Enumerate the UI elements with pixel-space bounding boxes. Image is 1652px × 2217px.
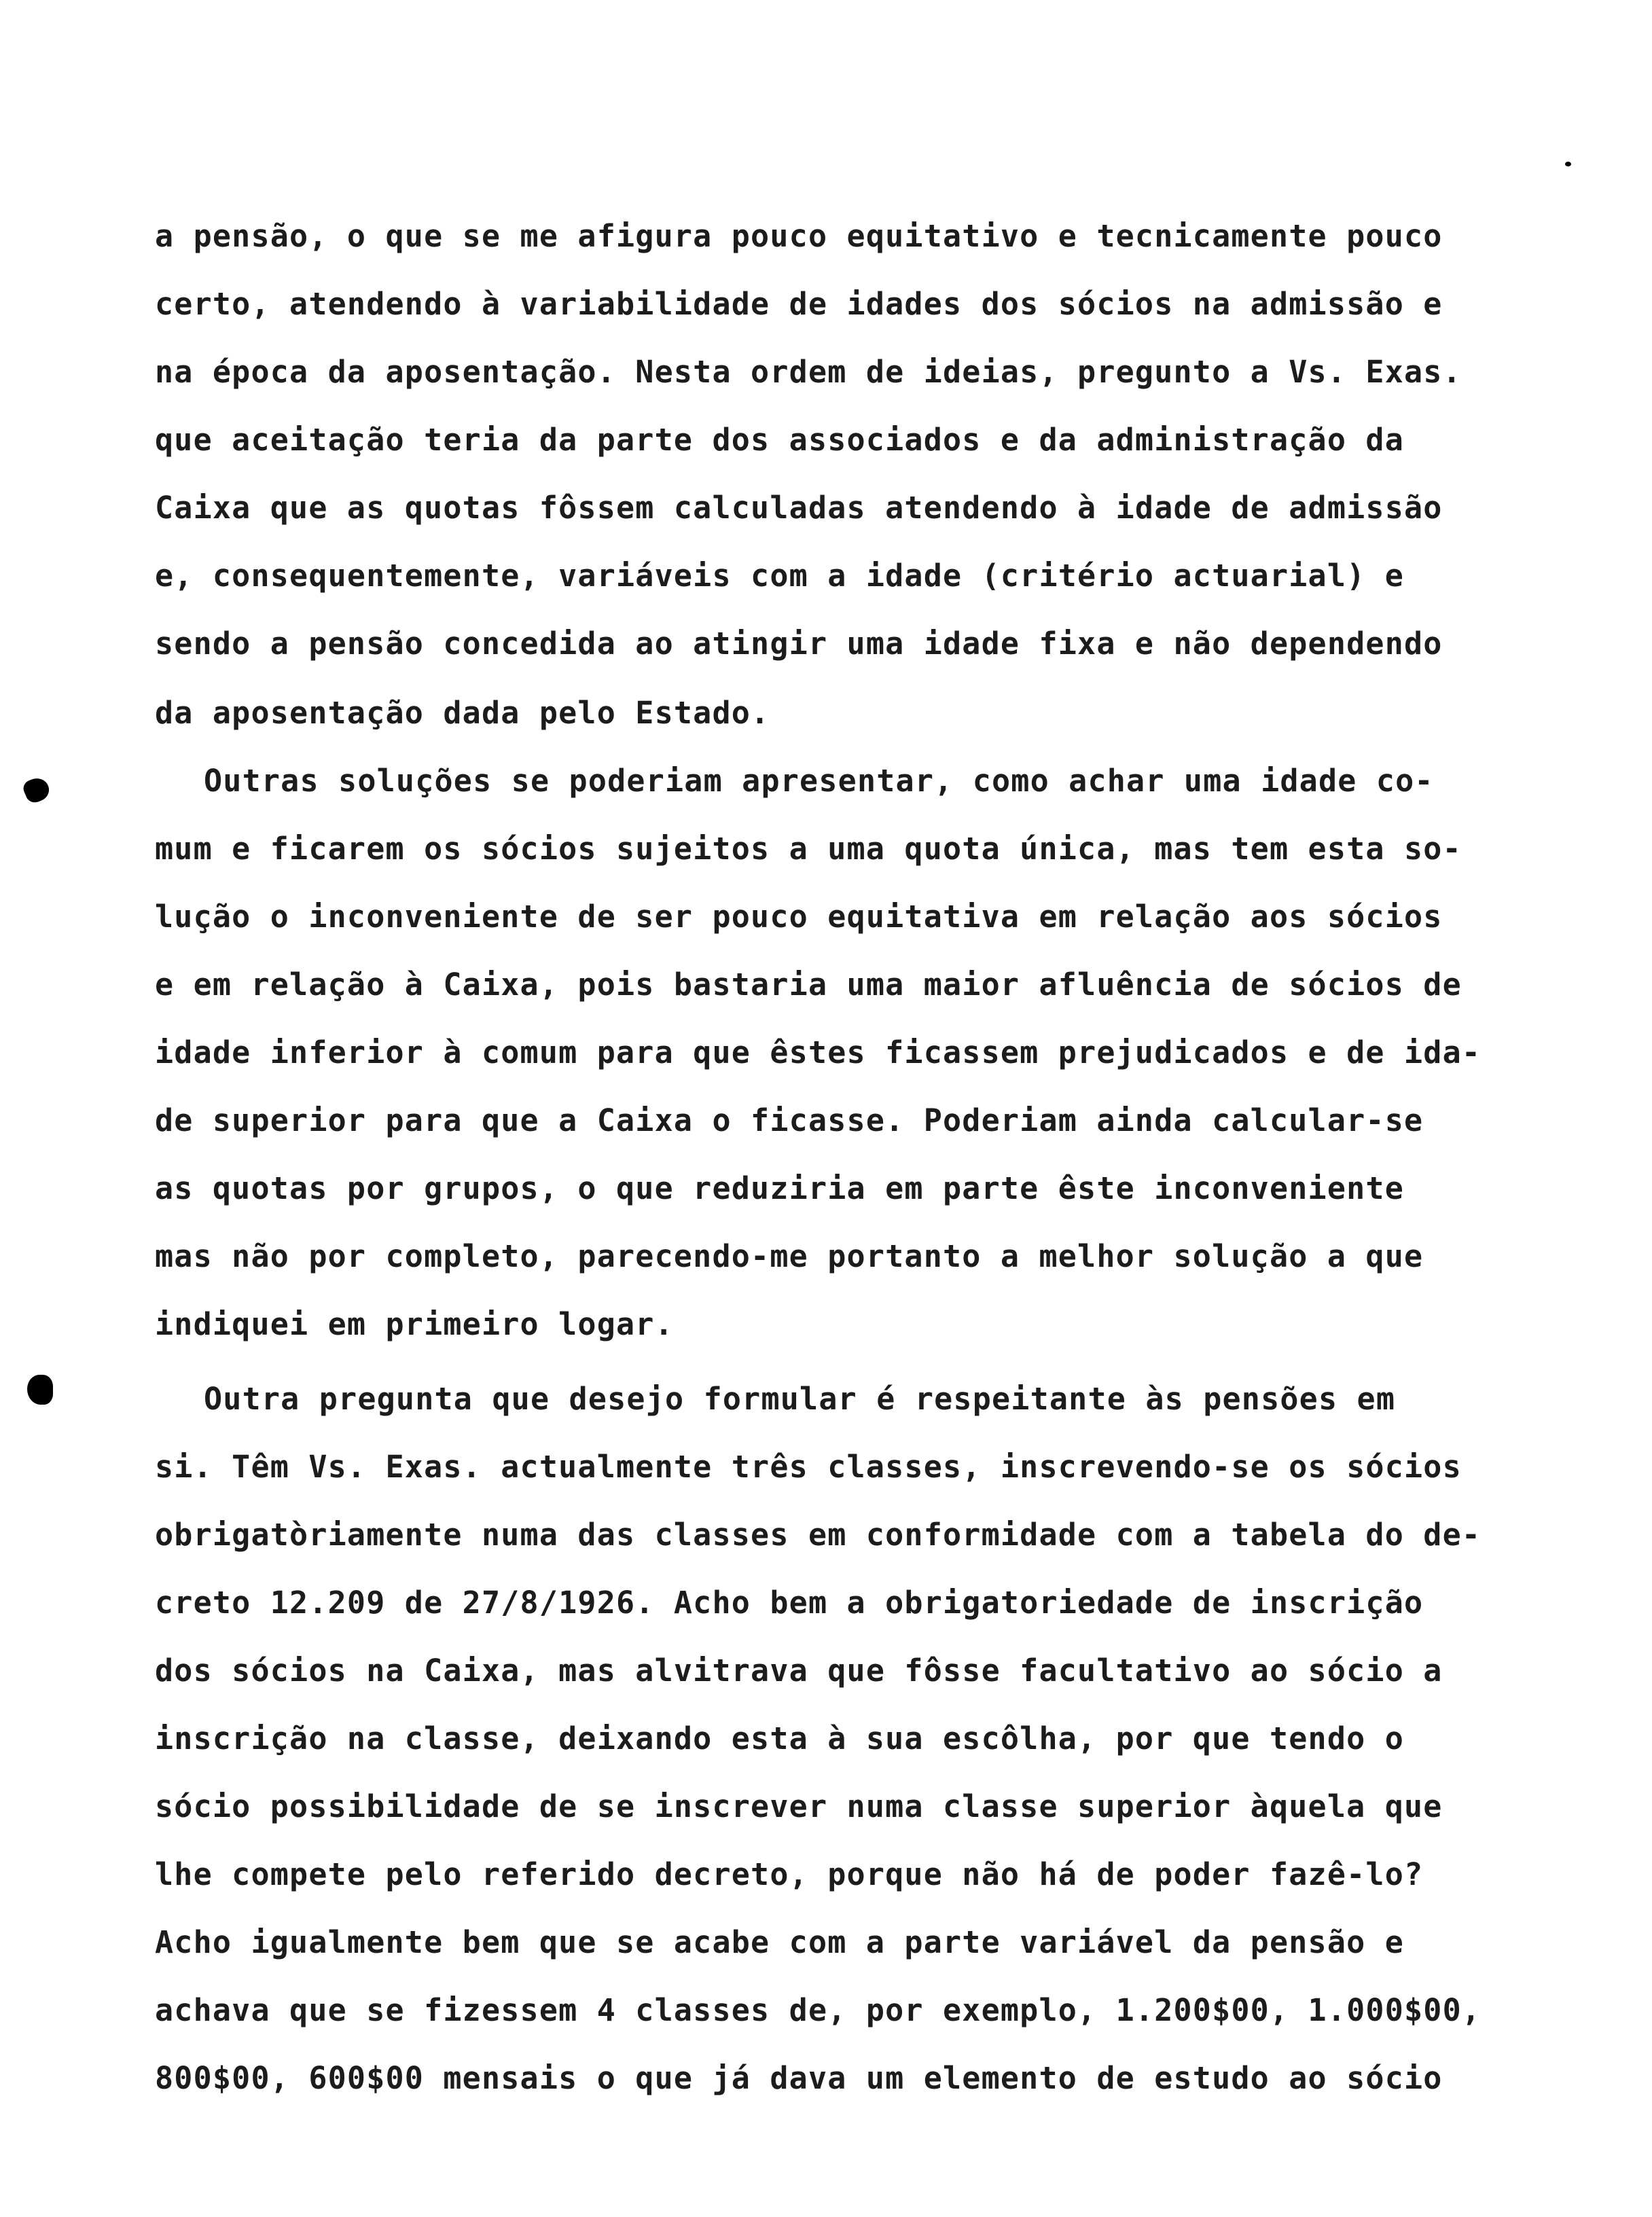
paragraph-first-line: Outras soluções se poderiam apresentar, como achar uma idade co- bbox=[204, 763, 1434, 799]
text-line: obrigatòriamente numa das classes em conformidade com a tabela do de- bbox=[155, 1517, 1482, 1553]
punch-hole-mark bbox=[27, 1375, 53, 1405]
text-line: certo, atendendo à variabilidade de idades dos sócios na admissão e bbox=[155, 286, 1443, 322]
text-line: as quotas por grupos, o que reduziria em parte êste inconveniente bbox=[155, 1170, 1404, 1206]
text-line: 800$00, 600$00 mensais o que já dava um elemento de estudo ao sócio bbox=[155, 2060, 1443, 2096]
text-line: lução o inconveniente de ser pouco equitativa em relação aos sócios bbox=[155, 899, 1443, 935]
text-line: lhe compete pelo referido decreto, porque não há de poder fazê-lo? bbox=[155, 1856, 1424, 1892]
text-line: na época da aposentação. Nesta ordem de ideias, pregunto a Vs. Exas. bbox=[155, 354, 1462, 390]
text-line: mas não por completo, parecendo-me portanto a melhor solução a que bbox=[155, 1238, 1424, 1274]
paragraph-first-line: Outra pregunta que desejo formular é respeitante às pensões em bbox=[204, 1381, 1396, 1417]
text-line: Caixa que as quotas fôssem calculadas atendendo à idade de admissão bbox=[155, 490, 1443, 526]
text-line: da aposentação dada pelo Estado. bbox=[155, 695, 770, 731]
text-line: e, consequentemente, variáveis com a idade (critério actuarial) e bbox=[155, 558, 1404, 594]
text-line: dos sócios na Caixa, mas alvitrava que fôsse facultativo ao sócio a bbox=[155, 1653, 1443, 1689]
text-line: achava que se fizessem 4 classes de, por exemplo, 1.200$00, 1.000$00, bbox=[155, 1992, 1482, 2028]
text-line: idade inferior à comum para que êstes ficassem prejudicados e de ida- bbox=[155, 1034, 1482, 1070]
punch-hole-mark bbox=[21, 774, 52, 805]
text-line: indiquei em primeiro logar. bbox=[155, 1306, 674, 1342]
text-line: que aceitação teria da parte dos associados e da administração da bbox=[155, 422, 1404, 458]
text-line: mum e ficarem os sócios sujeitos a uma quota única, mas tem esta so- bbox=[155, 831, 1462, 867]
text-line: sócio possibilidade de se inscrever numa classe superior àquela que bbox=[155, 1788, 1443, 1824]
text-line: de superior para que a Caixa o ficasse. Poderiam ainda calcular-se bbox=[155, 1102, 1424, 1138]
text-line: a pensão, o que se me afigura pouco equitativo e tecnicamente pouco bbox=[155, 218, 1443, 254]
text-line: e em relação à Caixa, pois bastaria uma maior afluência de sócios de bbox=[155, 967, 1462, 1003]
text-line: Acho igualmente bem que se acabe com a parte variável da pensão e bbox=[155, 1924, 1404, 1960]
text-line: si. Têm Vs. Exas. actualmente três classes, inscrevendo-se os sócios bbox=[155, 1449, 1462, 1485]
text-line: creto 12.209 de 27/8/1926. Acho bem a obrigatoriedade de inscrição bbox=[155, 1585, 1424, 1621]
text-line: inscrição na classe, deixando esta à sua escôlha, por que tendo o bbox=[155, 1720, 1404, 1756]
ink-dot bbox=[1565, 162, 1571, 166]
text-line: sendo a pensão concedida ao atingir uma idade fixa e não dependendo bbox=[155, 626, 1443, 662]
